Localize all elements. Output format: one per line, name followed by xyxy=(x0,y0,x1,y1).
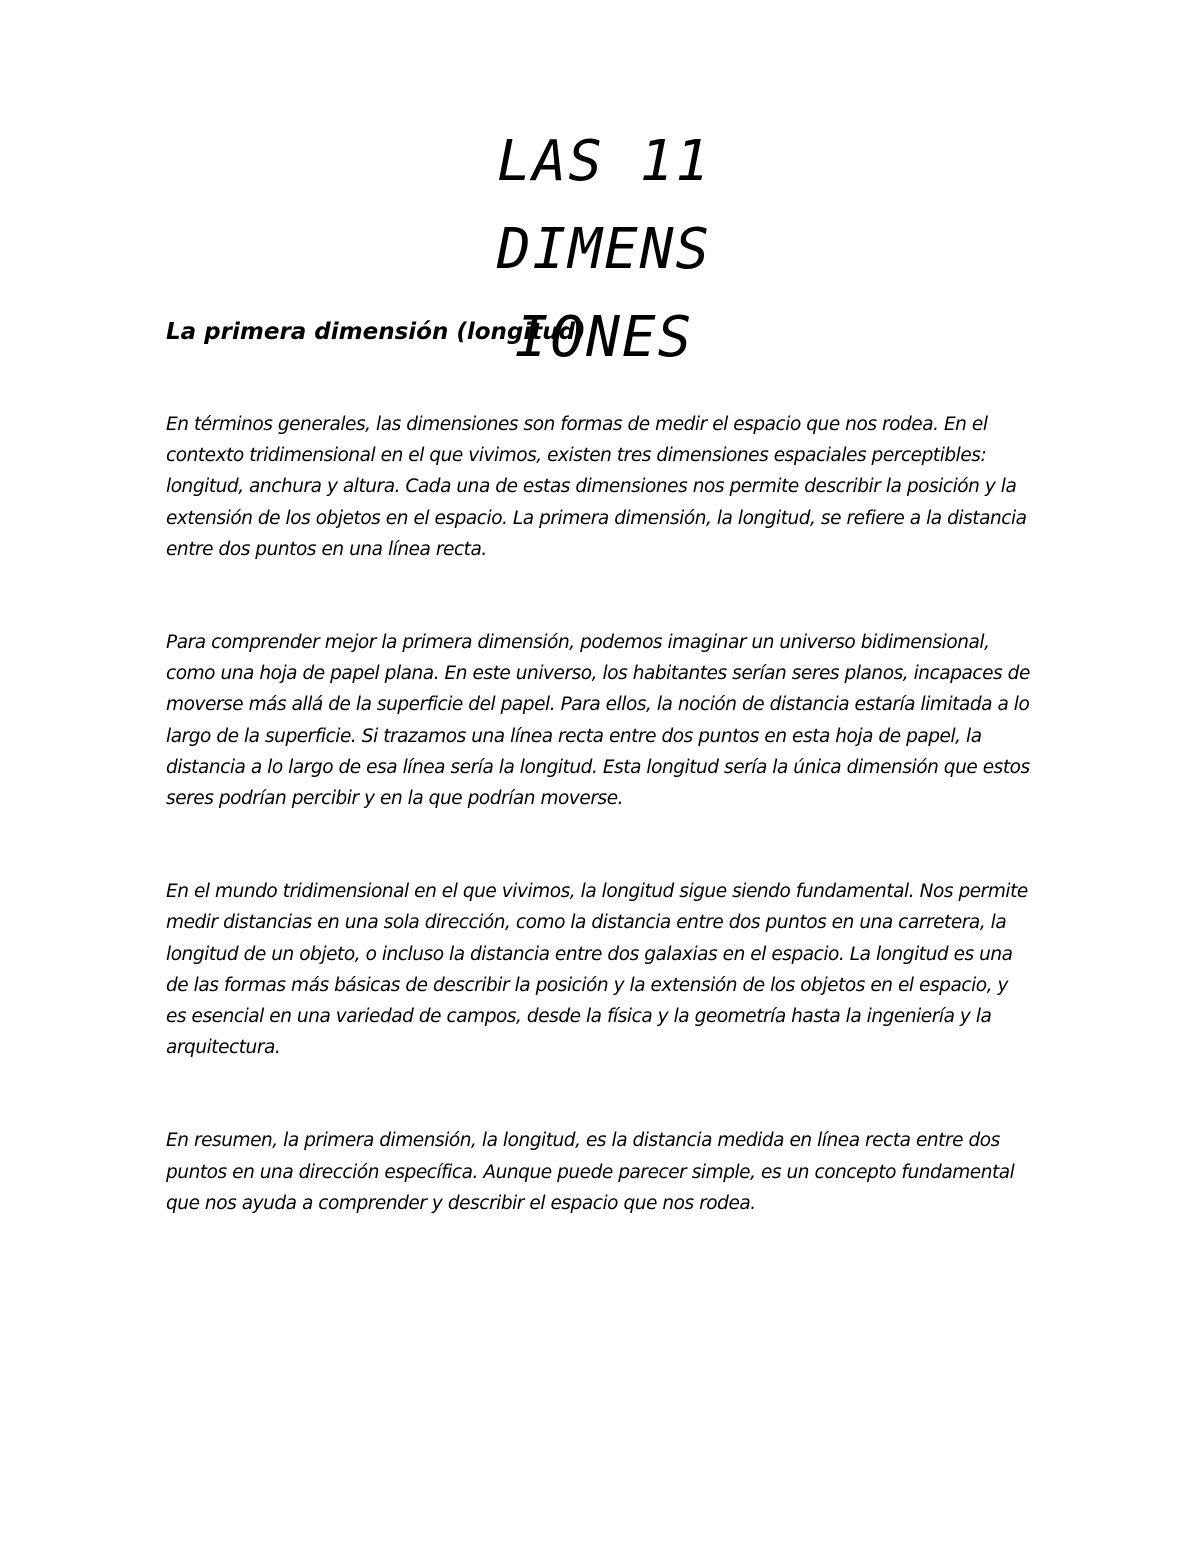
paragraph-3: En el mundo tridimensional en el que vivimos, la longitud sigue siendo fundamental. Nos permite medir distancias en una sola dirección, como la distancia entre dos puntos en una carretera, la longitud de un objeto, o incluso la distancia entre dos galaxias en el espacio. La longitud es una de las formas más básicas de describir la posición y la extensión de los objetos en el espacio, y es esencial en una variedad de campos, desde la física y la geometría hasta la ingeniería y la arquitectura. xyxy=(166,881,1028,1059)
paragraph-1: En términos generales, las dimensiones son formas de medir el espacio que nos rodea. En el contexto tridimensional en el que vivimos, existen tres dimensiones espaciales perceptibles: longitud, anchura y altura. Cada una de estas dimensiones nos permite describir la posición y la extensión de los objetos en el espacio. La primera dimensión, la longitud, se refiere a la distancia entre dos puntos en una línea recta. xyxy=(166,414,1027,560)
document-title: LAS 11 DIMENSIONES xyxy=(496,129,712,370)
paragraph-4: En resumen, la primera dimensión, la longitud, es la distancia medida en línea recta entre dos puntos en una dirección específica. Aunque puede parecer simple, es un concepto fundamental que nos ayuda a comprender y describir el espacio que nos rodea. xyxy=(166,1130,1015,1214)
body-text xyxy=(166,409,1032,1281)
paragraph-2: Para comprender mejor la primera dimensión, podemos imaginar un universo bidimensional, como una hoja de papel plana. En este universo, los habitantes serían seres planos, incapaces de moverse más allá de la superficie del papel. Para ellos, la noción de distancia estaría limitada a lo largo de la superficie. Si trazamos una línea recta entre dos puntos en esta hoja de papel, la distancia a lo largo de esa línea sería la longitud. Esta longitud sería la única dimensión que estos seres podrían percibir y en la que podrían moverse. xyxy=(166,632,1030,810)
section-heading: La primera dimensión (longitud) xyxy=(166,319,586,345)
